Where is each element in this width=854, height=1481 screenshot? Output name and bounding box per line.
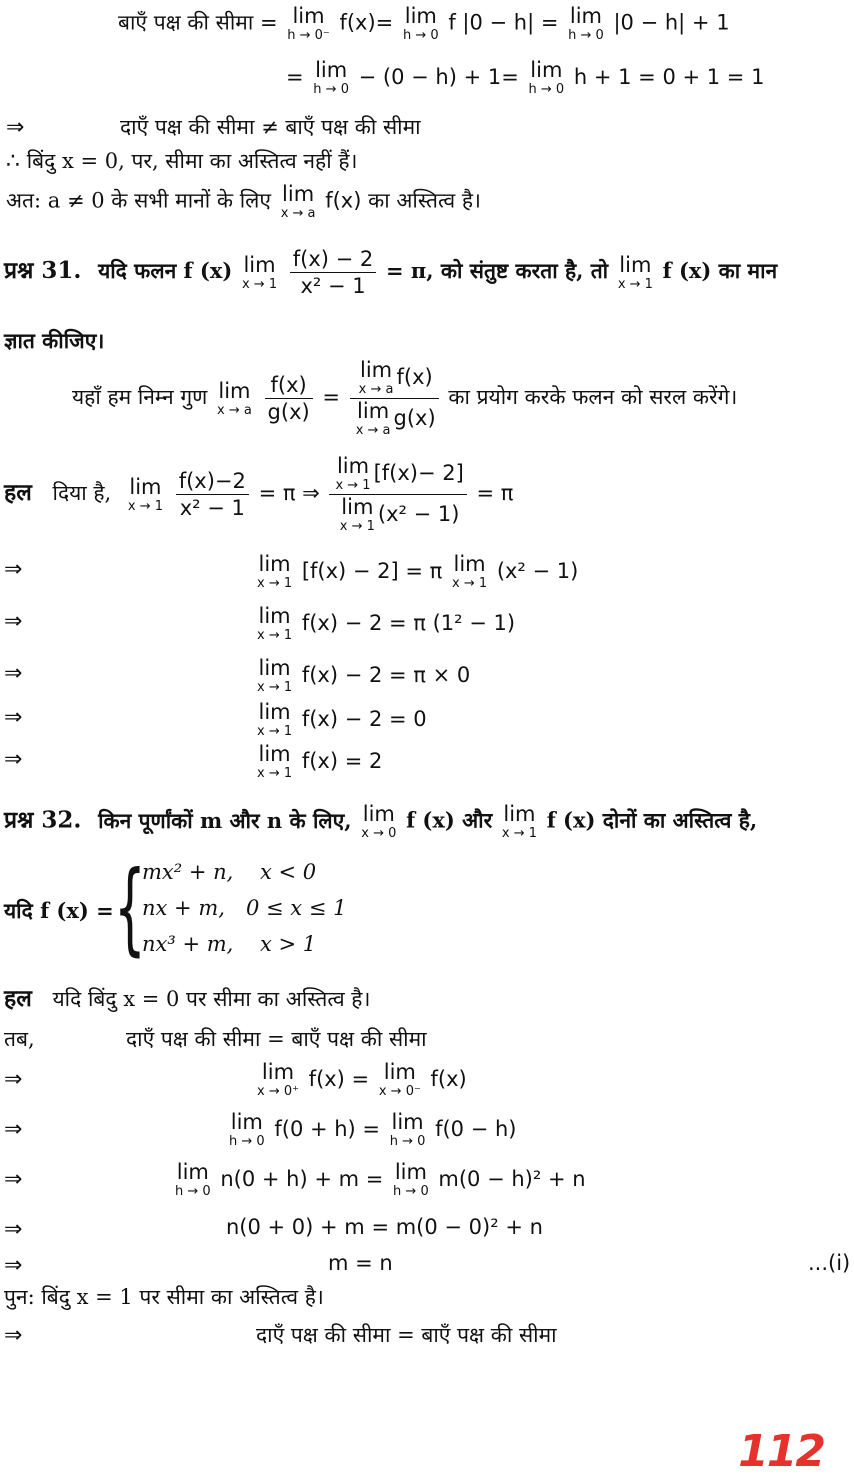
step-row: ⇒ bbox=[4, 1167, 23, 1192]
left-limit-line: बाएँ पक्ष की सीमा = lim h → 0⁻ f(x)= lim h → 0 f |0 − h| = lim h → 0 |0 − h| + 1 bbox=[118, 4, 730, 43]
lim-operator: lim x → 1 bbox=[127, 474, 164, 514]
equation-tag: ...(i) bbox=[808, 1251, 851, 1275]
piecewise-case: mx² + n, x < 0 bbox=[142, 860, 317, 884]
curly-brace: { bbox=[114, 849, 146, 966]
fraction: $\frac{f(x)}{g(x)}$ bbox=[265, 374, 313, 423]
lim-operator: lim x → a bbox=[217, 378, 252, 418]
step-expression: lim x → 1 f(x) − 2 = 0 bbox=[257, 700, 427, 739]
lim-operator: lim h → 0⁻ bbox=[287, 4, 330, 43]
step-row: ⇒ bbox=[4, 705, 23, 730]
step-row: ⇒ bbox=[4, 1253, 23, 1278]
inequality-text: दाएँ पक्ष की सीमा ≠ बाएँ पक्ष की सीमा bbox=[120, 115, 421, 139]
lim-operator: lim h → 0 bbox=[528, 58, 565, 97]
solution-32: हल यदि बिंदु x = 0 पर सीमा का अस्तित्व है। bbox=[4, 985, 371, 1012]
page-number: 112 bbox=[738, 1426, 824, 1477]
fraction: $\frac{f(x)-2}{\text{x² − 1}}$ bbox=[176, 470, 249, 519]
step-row: ⇒ bbox=[4, 747, 23, 772]
question-label: प्रश्न 31. bbox=[4, 257, 82, 285]
solution-31: हल दिया है, lim x → 1 $\frac{f(x)-2}{\text{x² − 1}}$ = π ⇒ lim x → 1 [f(x)− 2] lim x → 1 (x² − 1) = π bbox=[4, 454, 514, 534]
lim-operator: lim x → 1 bbox=[257, 700, 293, 739]
question-31-cont: ज्ञात कीजिए। bbox=[4, 328, 105, 353]
lim-operator: lim h → 0 bbox=[389, 1110, 426, 1149]
limit-quotient: lim x → a f(x) lim x → a g(x) bbox=[350, 360, 439, 437]
lim-operator: lim x → 1 bbox=[617, 252, 653, 292]
step-expression: lim x → 1 f(x) − 2 = π (1² − 1) bbox=[257, 604, 516, 643]
step-row: ⇒ bbox=[4, 1067, 23, 1092]
inequality-line: ⇒ bbox=[6, 115, 25, 140]
lim-operator: lim x → 1 bbox=[257, 656, 293, 695]
lim-operator: lim h → 0 bbox=[402, 4, 439, 43]
question-label: प्रश्न 32. bbox=[4, 806, 82, 834]
lim-operator: lim x → 1 bbox=[452, 552, 488, 591]
step-expression: lim h → 0 f(0 + h) = lim h → 0 f(0 − h) bbox=[229, 1110, 517, 1149]
lim-operator: lim x → 1 bbox=[501, 802, 537, 841]
lim-operator: lim h → 0 bbox=[229, 1110, 265, 1149]
piecewise-label: यदि f (x) = bbox=[4, 898, 114, 923]
lim-operator: lim x → 1 bbox=[257, 742, 293, 781]
lim-operator: lim h → 0 bbox=[175, 1160, 211, 1199]
question-31: प्रश्न 31. यदि फलन f (x) lim x → 1 $\frac{f(x) - 2}{\text{x² − 1}}$ = π, को संतुष्ट करता है, तो lim x → 1 f (x) का मान bbox=[4, 247, 778, 299]
lim-operator: lim x → 0⁻ bbox=[378, 1060, 421, 1099]
then-label: तब, bbox=[4, 1027, 35, 1051]
lim-operator: lim x → 1 bbox=[241, 252, 278, 292]
final-statement: अत: a ≠ 0 के सभी मानों के लिए lim x → a f(x) का अस्तित्व है। bbox=[6, 182, 481, 221]
solution-label: हल bbox=[4, 985, 32, 1012]
step-row: ⇒ bbox=[4, 557, 23, 582]
step-row: ⇒ bbox=[4, 1117, 23, 1142]
step-row: ⇒ bbox=[4, 661, 23, 686]
then-text: दाएँ पक्ष की सीमा = बाएँ पक्ष की सीमा bbox=[126, 1027, 427, 1051]
again-line: पुन: बिंदु x = 1 पर सीमा का अस्तित्व है। bbox=[4, 1285, 324, 1309]
left-limit-continued: = lim h → 0 − (0 − h) + 1= lim h → 0 h + 1 = 0 + 1 = 1 bbox=[286, 58, 765, 97]
solution-label: हल bbox=[4, 479, 32, 506]
fraction: $\frac{f(x) - 2}{\text{x² − 1}}$ bbox=[290, 248, 377, 297]
hint-line: यहाँ हम निम्न गुण lim x → a $\frac{f(x)}{g(x)}$ = lim x → a f(x) lim x → a g(x) का प्रयोग करके फलन को सरल करेंगे। bbox=[72, 358, 738, 438]
lim-operator: lim h → 0 bbox=[313, 58, 349, 97]
lim-operator: lim x → 0 bbox=[361, 802, 397, 841]
lim-operator: lim x → a bbox=[280, 182, 316, 221]
lim-operator: lim h → 0 bbox=[393, 1160, 429, 1199]
lim-operator: lim h → 0 bbox=[568, 4, 604, 43]
lim-operator: lim x → 1 bbox=[257, 552, 293, 591]
lim-operator: lim x → 0⁺ bbox=[257, 1060, 299, 1099]
step-expression: lim x → 1 f(x) = 2 bbox=[257, 742, 383, 781]
step-expression: m = n bbox=[328, 1251, 393, 1275]
step-expression: lim h → 0 n(0 + h) + m = lim h → 0 m(0 − h)² + n bbox=[175, 1160, 586, 1199]
step-row: ⇒ bbox=[4, 1323, 23, 1348]
piecewise-case: nx + m, 0 ≤ x ≤ 1 bbox=[142, 896, 347, 920]
step-row: ⇒ bbox=[4, 609, 23, 634]
step-expression: lim x → 1 f(x) − 2 = π × 0 bbox=[257, 656, 471, 695]
conclusion-line: ∴ बिंदु x = 0, पर, सीमा का अस्तित्व नहीं हैं। bbox=[6, 149, 358, 174]
limit-quotient: lim x → 1 [f(x)− 2] lim x → 1 (x² − 1) bbox=[329, 456, 466, 533]
step-expression: lim x → 1 [f(x) − 2] = π lim x → 1 (x² − 1) bbox=[257, 552, 579, 591]
step-expression: n(0 + 0) + m = m(0 − 0)² + n bbox=[226, 1215, 543, 1239]
step-expression: lim x → 0⁺ f(x) = lim x → 0⁻ f(x) bbox=[257, 1060, 467, 1099]
lim-operator: lim x → 1 bbox=[257, 604, 293, 643]
step-row: ⇒ bbox=[4, 1217, 23, 1242]
question-32: प्रश्न 32. किन पूर्णांकों m और n के लिए, lim x → 0 f (x) और lim x → 1 f (x) दोनों का अस्तित्व है, bbox=[4, 802, 758, 841]
step-text: दाएँ पक्ष की सीमा = बाएँ पक्ष की सीमा bbox=[256, 1323, 557, 1347]
piecewise-case: nx³ + m, x > 1 bbox=[142, 932, 317, 956]
